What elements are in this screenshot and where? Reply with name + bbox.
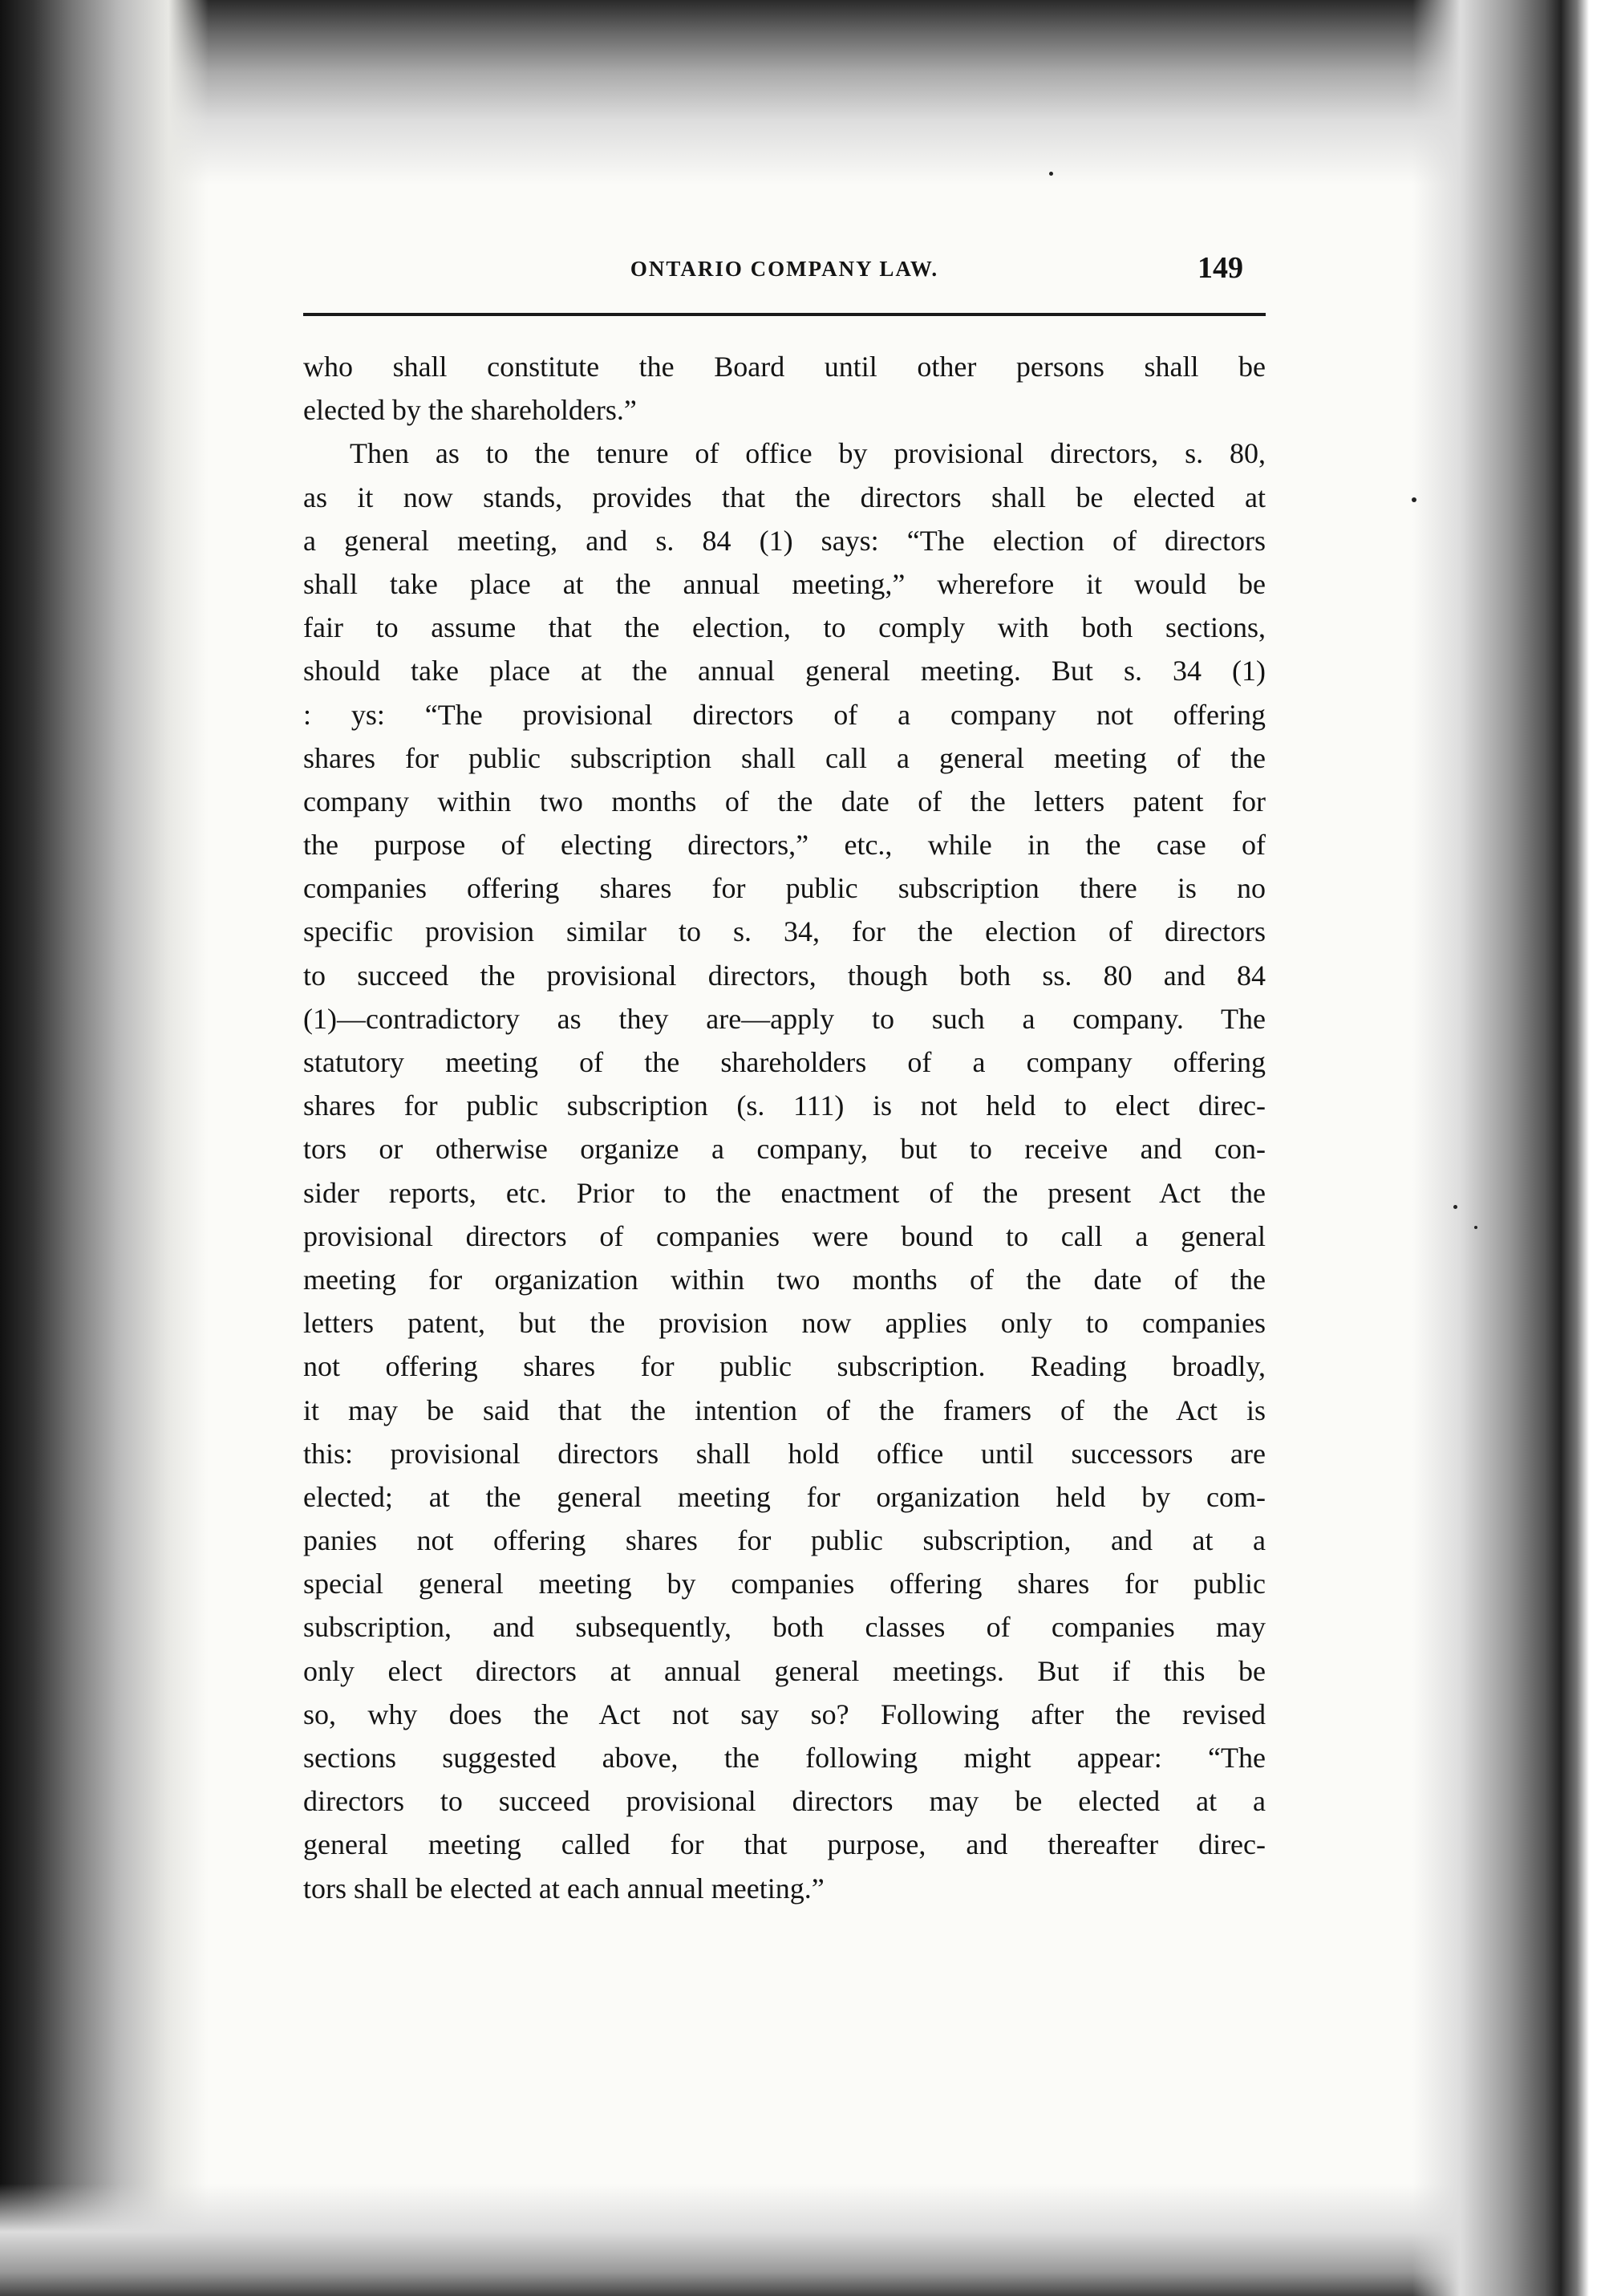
scan-shadow-bottom — [0, 2184, 1621, 2296]
text-line: as it now stands, provides that the directors shall be elected at — [303, 481, 1266, 513]
text-line: not offering shares for public subscription. Reading broadly, — [303, 1350, 1266, 1383]
scan-speck — [1412, 497, 1416, 502]
text-line: company within two months of the date of the letters patent for — [303, 785, 1266, 817]
text-line: shares for public subscription (s. 111) is not held to elect direc- — [303, 1089, 1266, 1122]
text-line: a general meeting, and s. 84 (1) says: “The election of directors — [303, 524, 1266, 557]
scan-speck — [1049, 172, 1053, 176]
text-line: subscription, and subsequently, both classes of companies may — [303, 1611, 1266, 1644]
text-line: companies offering shares for public subscription there is no — [303, 872, 1266, 905]
scan-speck — [1474, 1226, 1477, 1229]
text-line: directors to succeed provisional directors may be elected at a — [303, 1785, 1266, 1818]
page-number: 149 — [1198, 251, 1243, 285]
text-line: who shall constitute the Board until other persons shall be — [303, 351, 1266, 383]
text-line: this: provisional directors shall hold office until successors are — [303, 1437, 1266, 1470]
text-line: should take place at the annual general meeting. But s. 34 (1) — [303, 655, 1266, 688]
text-line: Then as to the tenure of office by provisional directors, s. 80, — [350, 437, 1266, 470]
text-line: it may be said that the intention of the framers of the Act is — [303, 1393, 1266, 1426]
text-line: sections suggested above, the following might appear: “The — [303, 1742, 1266, 1774]
text-line: meeting for organization within two months of the date of the — [303, 1263, 1266, 1296]
text-line: letters patent, but the provision now applies only to companies — [303, 1307, 1266, 1340]
text-line: fair to assume that the election, to comply with both sections, — [303, 611, 1266, 644]
text-line: shall take place at the annual meeting,” wherefore it would be — [303, 567, 1266, 600]
text-line: elected by the shareholders.” — [303, 394, 637, 427]
scan-shadow-right — [1412, 0, 1621, 2296]
book-page — [303, 251, 1266, 1905]
running-title: ONTARIO COMPANY LAW. — [630, 257, 939, 281]
text-line: (1)—contradictory as they are—apply to such a company. The — [303, 1002, 1266, 1035]
text-line: specific provision similar to s. 34, for the election of directors — [303, 915, 1266, 948]
text-line: panies not offering shares for public subscription, and at a — [303, 1524, 1266, 1557]
text-line: shares for public subscription shall call a general meeting of the — [303, 741, 1266, 774]
body-text — [303, 345, 1266, 1910]
scan-shadow-top — [0, 0, 1621, 185]
scan-speck — [1453, 1205, 1457, 1209]
header-rule — [303, 313, 1266, 316]
text-line: only elect directors at annual general meetings. But if this be — [303, 1654, 1266, 1687]
text-line: tors or otherwise organize a company, but to receive and con- — [303, 1133, 1266, 1166]
text-line: to succeed the provisional directors, though both ss. 80 and 84 — [303, 959, 1266, 992]
text-line: the purpose of electing directors,” etc., while in the case of — [303, 829, 1266, 862]
text-line: special general meeting by companies offering shares for public — [303, 1568, 1266, 1600]
text-line: sider reports, etc. Prior to the enactment of the present Act the — [303, 1176, 1266, 1209]
text-line: elected; at the general meeting for organization held by com- — [303, 1480, 1266, 1513]
text-line: general meeting called for that purpose, and thereafter direc- — [303, 1828, 1266, 1861]
text-line: statutory meeting of the shareholders of a company offering — [303, 1046, 1266, 1078]
text-line: tors shall be elected at each annual meeting.” — [303, 1872, 825, 1905]
text-line: provisional directors of companies were bound to call a general — [303, 1219, 1266, 1252]
text-line: so, why does the Act not say so? Following after the revised — [303, 1698, 1266, 1730]
scan-shadow-left — [0, 0, 209, 2296]
running-head — [303, 251, 1266, 294]
text-line: : ys: “The provisional directors of a company not offering — [303, 698, 1266, 731]
